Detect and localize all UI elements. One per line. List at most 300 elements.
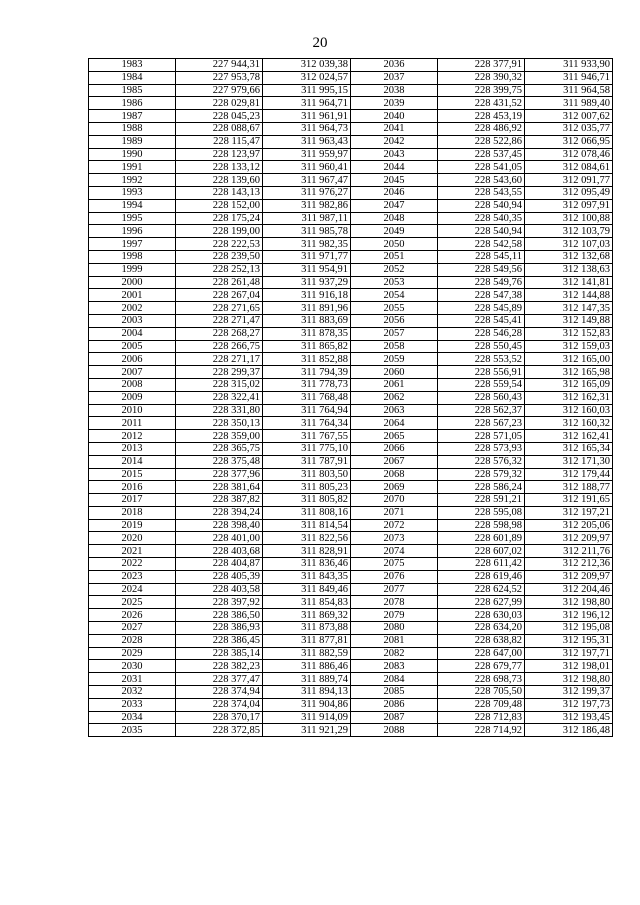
x-coordinate-cell: 228 522,86 xyxy=(438,135,525,148)
point-number-cell: 2024 xyxy=(89,583,176,596)
table-row xyxy=(89,353,613,366)
x-coordinate-cell: 228 545,89 xyxy=(438,302,525,315)
page-number: 20 xyxy=(312,35,328,51)
point-number-cell: 2078 xyxy=(351,596,438,609)
point-number-cell: 2020 xyxy=(89,532,176,545)
x-coordinate-cell: 228 365,75 xyxy=(176,442,263,455)
point-number-cell: 2063 xyxy=(351,404,438,417)
point-number-cell: 2084 xyxy=(351,673,438,686)
point-number-cell: 2013 xyxy=(89,442,176,455)
point-number-cell: 1988 xyxy=(89,122,176,135)
y-coordinate-cell: 312 144,88 xyxy=(525,289,613,302)
point-number-cell: 2031 xyxy=(89,673,176,686)
y-coordinate-cell: 312 197,71 xyxy=(525,647,613,660)
x-coordinate-cell: 228 382,23 xyxy=(176,660,263,673)
x-coordinate-cell: 228 638,82 xyxy=(438,634,525,647)
table-row xyxy=(89,276,613,289)
point-number-cell: 2026 xyxy=(89,609,176,622)
table-row xyxy=(89,161,613,174)
y-coordinate-cell: 311 982,86 xyxy=(263,199,351,212)
y-coordinate-cell: 311 995,15 xyxy=(263,84,351,97)
point-number-cell: 2022 xyxy=(89,558,176,571)
y-coordinate-cell: 311 946,71 xyxy=(525,71,613,84)
point-number-cell: 1994 xyxy=(89,199,176,212)
x-coordinate-cell: 228 624,52 xyxy=(438,583,525,596)
table-row xyxy=(89,135,613,148)
x-coordinate-cell: 228 377,96 xyxy=(176,468,263,481)
x-coordinate-cell: 228 386,45 xyxy=(176,634,263,647)
point-number-cell: 1990 xyxy=(89,148,176,161)
x-coordinate-cell: 228 143,13 xyxy=(176,186,263,199)
y-coordinate-cell: 311 967,47 xyxy=(263,174,351,187)
y-coordinate-cell: 311 964,73 xyxy=(263,122,351,135)
point-number-cell: 2046 xyxy=(351,186,438,199)
x-coordinate-cell: 228 261,48 xyxy=(176,276,263,289)
point-number-cell: 2068 xyxy=(351,468,438,481)
point-number-cell: 2064 xyxy=(351,417,438,430)
point-number-cell: 2006 xyxy=(89,353,176,366)
table-row xyxy=(89,314,613,327)
y-coordinate-cell: 311 849,46 xyxy=(263,583,351,596)
point-number-cell: 2041 xyxy=(351,122,438,135)
y-coordinate-cell: 311 822,56 xyxy=(263,532,351,545)
y-coordinate-cell: 311 843,35 xyxy=(263,570,351,583)
point-number-cell: 2061 xyxy=(351,378,438,391)
point-number-cell: 2051 xyxy=(351,250,438,263)
point-number-cell: 2062 xyxy=(351,391,438,404)
x-coordinate-cell: 228 542,58 xyxy=(438,238,525,251)
y-coordinate-cell: 311 883,69 xyxy=(263,314,351,327)
x-coordinate-cell: 228 547,38 xyxy=(438,289,525,302)
y-coordinate-cell: 312 159,03 xyxy=(525,340,613,353)
x-coordinate-cell: 228 595,08 xyxy=(438,506,525,519)
y-coordinate-cell: 311 764,34 xyxy=(263,417,351,430)
x-coordinate-cell: 228 403,68 xyxy=(176,545,263,558)
table-row xyxy=(89,97,613,110)
y-coordinate-cell: 312 199,37 xyxy=(525,686,613,699)
point-number-cell: 1983 xyxy=(89,59,176,72)
y-coordinate-cell: 312 149,88 xyxy=(525,314,613,327)
y-coordinate-cell: 312 209,97 xyxy=(525,532,613,545)
point-number-cell: 1987 xyxy=(89,110,176,123)
point-number-cell: 2004 xyxy=(89,327,176,340)
table-row xyxy=(89,519,613,532)
point-number-cell: 2047 xyxy=(351,199,438,212)
point-number-cell: 2049 xyxy=(351,225,438,238)
x-coordinate-cell: 227 979,66 xyxy=(176,84,263,97)
x-coordinate-cell: 228 543,60 xyxy=(438,174,525,187)
y-coordinate-cell: 312 205,06 xyxy=(525,519,613,532)
x-coordinate-cell: 228 598,98 xyxy=(438,519,525,532)
table-row xyxy=(89,289,613,302)
table-row xyxy=(89,199,613,212)
y-coordinate-cell: 311 894,13 xyxy=(263,686,351,699)
y-coordinate-cell: 311 886,46 xyxy=(263,660,351,673)
y-coordinate-cell: 312 007,62 xyxy=(525,110,613,123)
point-number-cell: 2048 xyxy=(351,212,438,225)
table-row xyxy=(89,225,613,238)
table-row xyxy=(89,583,613,596)
point-number-cell: 2023 xyxy=(89,570,176,583)
table-row xyxy=(89,622,613,635)
point-number-cell: 2027 xyxy=(89,622,176,635)
point-number-cell: 2079 xyxy=(351,609,438,622)
point-number-cell: 2069 xyxy=(351,481,438,494)
x-coordinate-cell: 228 541,05 xyxy=(438,161,525,174)
x-coordinate-cell: 228 390,32 xyxy=(438,71,525,84)
x-coordinate-cell: 228 252,13 xyxy=(176,263,263,276)
point-number-cell: 2007 xyxy=(89,366,176,379)
point-number-cell: 1997 xyxy=(89,238,176,251)
y-coordinate-cell: 311 764,94 xyxy=(263,404,351,417)
x-coordinate-cell: 228 486,92 xyxy=(438,122,525,135)
y-coordinate-cell: 311 960,41 xyxy=(263,161,351,174)
point-number-cell: 2043 xyxy=(351,148,438,161)
x-coordinate-cell: 228 549,56 xyxy=(438,263,525,276)
x-coordinate-cell: 228 559,54 xyxy=(438,378,525,391)
y-coordinate-cell: 311 989,40 xyxy=(525,97,613,110)
x-coordinate-cell: 228 266,75 xyxy=(176,340,263,353)
y-coordinate-cell: 311 904,86 xyxy=(263,698,351,711)
x-coordinate-cell: 228 550,45 xyxy=(438,340,525,353)
y-coordinate-cell: 311 882,59 xyxy=(263,647,351,660)
y-coordinate-cell: 312 165,34 xyxy=(525,442,613,455)
x-coordinate-cell: 228 152,00 xyxy=(176,199,263,212)
y-coordinate-cell: 312 186,48 xyxy=(525,724,613,737)
y-coordinate-cell: 311 878,35 xyxy=(263,327,351,340)
point-number-cell: 2060 xyxy=(351,366,438,379)
table-row xyxy=(89,481,613,494)
x-coordinate-cell: 228 115,47 xyxy=(176,135,263,148)
point-number-cell: 2088 xyxy=(351,724,438,737)
point-number-cell: 2074 xyxy=(351,545,438,558)
x-coordinate-cell: 228 377,91 xyxy=(438,59,525,72)
point-number-cell: 2044 xyxy=(351,161,438,174)
x-coordinate-cell: 228 359,00 xyxy=(176,430,263,443)
x-coordinate-cell: 228 315,02 xyxy=(176,378,263,391)
point-number-cell: 2000 xyxy=(89,276,176,289)
y-coordinate-cell: 311 933,90 xyxy=(525,59,613,72)
x-coordinate-cell: 228 571,05 xyxy=(438,430,525,443)
table-row xyxy=(89,148,613,161)
point-number-cell: 2076 xyxy=(351,570,438,583)
x-coordinate-cell: 228 647,00 xyxy=(438,647,525,660)
table-row xyxy=(89,340,613,353)
x-coordinate-cell: 228 299,37 xyxy=(176,366,263,379)
point-number-cell: 2072 xyxy=(351,519,438,532)
point-number-cell: 1989 xyxy=(89,135,176,148)
x-coordinate-cell: 228 405,39 xyxy=(176,570,263,583)
y-coordinate-cell: 312 195,08 xyxy=(525,622,613,635)
table-row xyxy=(89,84,613,97)
x-coordinate-cell: 228 543,55 xyxy=(438,186,525,199)
x-coordinate-cell: 228 377,47 xyxy=(176,673,263,686)
y-coordinate-cell: 312 212,36 xyxy=(525,558,613,571)
y-coordinate-cell: 312 152,83 xyxy=(525,327,613,340)
x-coordinate-cell: 228 175,24 xyxy=(176,212,263,225)
table-row xyxy=(89,673,613,686)
point-number-cell: 2086 xyxy=(351,698,438,711)
point-number-cell: 2018 xyxy=(89,506,176,519)
x-coordinate-cell: 228 386,50 xyxy=(176,609,263,622)
y-coordinate-cell: 312 066,95 xyxy=(525,135,613,148)
x-coordinate-cell: 228 560,43 xyxy=(438,391,525,404)
point-number-cell: 2052 xyxy=(351,263,438,276)
y-coordinate-cell: 311 937,29 xyxy=(263,276,351,289)
x-coordinate-cell: 228 553,52 xyxy=(438,353,525,366)
point-number-cell: 2040 xyxy=(351,110,438,123)
point-number-cell: 2029 xyxy=(89,647,176,660)
x-coordinate-cell: 228 088,67 xyxy=(176,122,263,135)
x-coordinate-cell: 228 545,11 xyxy=(438,250,525,263)
point-number-cell: 1992 xyxy=(89,174,176,187)
point-number-cell: 2057 xyxy=(351,327,438,340)
y-coordinate-cell: 312 191,65 xyxy=(525,494,613,507)
point-number-cell: 2081 xyxy=(351,634,438,647)
y-coordinate-cell: 311 971,77 xyxy=(263,250,351,263)
point-number-cell: 2001 xyxy=(89,289,176,302)
point-number-cell: 1993 xyxy=(89,186,176,199)
table-row xyxy=(89,455,613,468)
point-number-cell: 2071 xyxy=(351,506,438,519)
x-coordinate-cell: 228 601,89 xyxy=(438,532,525,545)
table-row xyxy=(89,724,613,737)
point-number-cell: 2042 xyxy=(351,135,438,148)
x-coordinate-cell: 228 222,53 xyxy=(176,238,263,251)
y-coordinate-cell: 311 891,96 xyxy=(263,302,351,315)
point-number-cell: 2073 xyxy=(351,532,438,545)
table-row xyxy=(89,110,613,123)
x-coordinate-cell: 228 394,24 xyxy=(176,506,263,519)
x-coordinate-cell: 228 399,75 xyxy=(438,84,525,97)
point-number-cell: 2065 xyxy=(351,430,438,443)
x-coordinate-cell: 227 944,31 xyxy=(176,59,263,72)
table-row xyxy=(89,378,613,391)
point-number-cell: 2083 xyxy=(351,660,438,673)
table-row xyxy=(89,609,613,622)
x-coordinate-cell: 228 546,28 xyxy=(438,327,525,340)
point-number-cell: 2080 xyxy=(351,622,438,635)
point-number-cell: 1984 xyxy=(89,71,176,84)
x-coordinate-cell: 228 698,73 xyxy=(438,673,525,686)
x-coordinate-cell: 228 579,32 xyxy=(438,468,525,481)
point-number-cell: 2019 xyxy=(89,519,176,532)
point-number-cell: 2028 xyxy=(89,634,176,647)
coordinates-table-body xyxy=(89,59,613,737)
x-coordinate-cell: 228 398,40 xyxy=(176,519,263,532)
x-coordinate-cell: 228 431,52 xyxy=(438,97,525,110)
y-coordinate-cell: 311 954,91 xyxy=(263,263,351,276)
y-coordinate-cell: 311 976,27 xyxy=(263,186,351,199)
table-row xyxy=(89,660,613,673)
y-coordinate-cell: 311 982,35 xyxy=(263,238,351,251)
y-coordinate-cell: 311 808,16 xyxy=(263,506,351,519)
point-number-cell: 2055 xyxy=(351,302,438,315)
y-coordinate-cell: 311 865,82 xyxy=(263,340,351,353)
x-coordinate-cell: 228 268,27 xyxy=(176,327,263,340)
y-coordinate-cell: 312 024,57 xyxy=(263,71,351,84)
point-number-cell: 2059 xyxy=(351,353,438,366)
table-row xyxy=(89,545,613,558)
y-coordinate-cell: 312 035,77 xyxy=(525,122,613,135)
point-number-cell: 2033 xyxy=(89,698,176,711)
x-coordinate-cell: 228 401,00 xyxy=(176,532,263,545)
y-coordinate-cell: 311 768,48 xyxy=(263,391,351,404)
y-coordinate-cell: 312 198,80 xyxy=(525,673,613,686)
point-number-cell: 1998 xyxy=(89,250,176,263)
y-coordinate-cell: 312 039,38 xyxy=(263,59,351,72)
table-row xyxy=(89,430,613,443)
y-coordinate-cell: 311 987,11 xyxy=(263,212,351,225)
x-coordinate-cell: 228 453,19 xyxy=(438,110,525,123)
x-coordinate-cell: 228 404,87 xyxy=(176,558,263,571)
y-coordinate-cell: 312 198,80 xyxy=(525,596,613,609)
x-coordinate-cell: 228 350,13 xyxy=(176,417,263,430)
point-number-cell: 1996 xyxy=(89,225,176,238)
point-number-cell: 2011 xyxy=(89,417,176,430)
x-coordinate-cell: 228 562,37 xyxy=(438,404,525,417)
y-coordinate-cell: 311 814,54 xyxy=(263,519,351,532)
table-row xyxy=(89,558,613,571)
point-number-cell: 2017 xyxy=(89,494,176,507)
point-number-cell: 2087 xyxy=(351,711,438,724)
y-coordinate-cell: 311 805,82 xyxy=(263,494,351,507)
x-coordinate-cell: 228 029,81 xyxy=(176,97,263,110)
x-coordinate-cell: 228 375,48 xyxy=(176,455,263,468)
y-coordinate-cell: 312 209,97 xyxy=(525,570,613,583)
x-coordinate-cell: 228 139,60 xyxy=(176,174,263,187)
y-coordinate-cell: 312 204,46 xyxy=(525,583,613,596)
point-number-cell: 2036 xyxy=(351,59,438,72)
x-coordinate-cell: 228 267,04 xyxy=(176,289,263,302)
point-number-cell: 1985 xyxy=(89,84,176,97)
y-coordinate-cell: 311 916,18 xyxy=(263,289,351,302)
point-number-cell: 2021 xyxy=(89,545,176,558)
y-coordinate-cell: 311 775,10 xyxy=(263,442,351,455)
point-number-cell: 2056 xyxy=(351,314,438,327)
x-coordinate-cell: 228 385,14 xyxy=(176,647,263,660)
point-number-cell: 1991 xyxy=(89,161,176,174)
point-number-cell: 2008 xyxy=(89,378,176,391)
table-row xyxy=(89,366,613,379)
x-coordinate-cell: 228 403,58 xyxy=(176,583,263,596)
x-coordinate-cell: 228 705,50 xyxy=(438,686,525,699)
y-coordinate-cell: 311 877,81 xyxy=(263,634,351,647)
point-number-cell: 2035 xyxy=(89,724,176,737)
y-coordinate-cell: 312 160,03 xyxy=(525,404,613,417)
table-row xyxy=(89,494,613,507)
table-row xyxy=(89,71,613,84)
y-coordinate-cell: 311 828,91 xyxy=(263,545,351,558)
x-coordinate-cell: 228 540,35 xyxy=(438,212,525,225)
point-number-cell: 2082 xyxy=(351,647,438,660)
x-coordinate-cell: 228 556,91 xyxy=(438,366,525,379)
x-coordinate-cell: 228 607,02 xyxy=(438,545,525,558)
x-coordinate-cell: 228 712,83 xyxy=(438,711,525,724)
table-row xyxy=(89,686,613,699)
point-number-cell: 2016 xyxy=(89,481,176,494)
y-coordinate-cell: 312 165,00 xyxy=(525,353,613,366)
x-coordinate-cell: 228 331,80 xyxy=(176,404,263,417)
y-coordinate-cell: 312 198,01 xyxy=(525,660,613,673)
y-coordinate-cell: 311 794,39 xyxy=(263,366,351,379)
y-coordinate-cell: 311 805,23 xyxy=(263,481,351,494)
point-number-cell: 2037 xyxy=(351,71,438,84)
x-coordinate-cell: 228 374,94 xyxy=(176,686,263,699)
y-coordinate-cell: 312 095,49 xyxy=(525,186,613,199)
table-row xyxy=(89,238,613,251)
x-coordinate-cell: 228 271,17 xyxy=(176,353,263,366)
y-coordinate-cell: 311 964,71 xyxy=(263,97,351,110)
y-coordinate-cell: 312 141,81 xyxy=(525,276,613,289)
y-coordinate-cell: 312 132,68 xyxy=(525,250,613,263)
point-number-cell: 1995 xyxy=(89,212,176,225)
y-coordinate-cell: 311 778,73 xyxy=(263,378,351,391)
x-coordinate-cell: 228 123,97 xyxy=(176,148,263,161)
point-number-cell: 2038 xyxy=(351,84,438,97)
y-coordinate-cell: 311 914,09 xyxy=(263,711,351,724)
point-number-cell: 2015 xyxy=(89,468,176,481)
y-coordinate-cell: 312 171,30 xyxy=(525,455,613,468)
x-coordinate-cell: 228 045,23 xyxy=(176,110,263,123)
x-coordinate-cell: 228 709,48 xyxy=(438,698,525,711)
point-number-cell: 1999 xyxy=(89,263,176,276)
y-coordinate-cell: 311 961,91 xyxy=(263,110,351,123)
y-coordinate-cell: 312 165,09 xyxy=(525,378,613,391)
table-row xyxy=(89,417,613,430)
table-row xyxy=(89,212,613,225)
y-coordinate-cell: 312 188,77 xyxy=(525,481,613,494)
y-coordinate-cell: 312 193,45 xyxy=(525,711,613,724)
x-coordinate-cell: 228 679,77 xyxy=(438,660,525,673)
table-row xyxy=(89,174,613,187)
y-coordinate-cell: 312 107,03 xyxy=(525,238,613,251)
point-number-cell: 2077 xyxy=(351,583,438,596)
table-row xyxy=(89,506,613,519)
y-coordinate-cell: 312 195,31 xyxy=(525,634,613,647)
point-number-cell: 2067 xyxy=(351,455,438,468)
y-coordinate-cell: 311 964,58 xyxy=(525,84,613,97)
point-number-cell: 2075 xyxy=(351,558,438,571)
x-coordinate-cell: 228 567,23 xyxy=(438,417,525,430)
y-coordinate-cell: 311 767,55 xyxy=(263,430,351,443)
point-number-cell: 2054 xyxy=(351,289,438,302)
point-number-cell: 2025 xyxy=(89,596,176,609)
y-coordinate-cell: 311 963,43 xyxy=(263,135,351,148)
point-number-cell: 2053 xyxy=(351,276,438,289)
x-coordinate-cell: 228 545,41 xyxy=(438,314,525,327)
table-row xyxy=(89,442,613,455)
x-coordinate-cell: 228 630,03 xyxy=(438,609,525,622)
x-coordinate-cell: 228 619,46 xyxy=(438,570,525,583)
table-row xyxy=(89,302,613,315)
point-number-cell: 2030 xyxy=(89,660,176,673)
point-number-cell: 2005 xyxy=(89,340,176,353)
table-row xyxy=(89,570,613,583)
y-coordinate-cell: 312 162,41 xyxy=(525,430,613,443)
table-row xyxy=(89,250,613,263)
y-coordinate-cell: 312 147,35 xyxy=(525,302,613,315)
coordinates-table xyxy=(88,58,613,737)
table-row xyxy=(89,404,613,417)
x-coordinate-cell: 228 387,82 xyxy=(176,494,263,507)
y-coordinate-cell: 312 100,88 xyxy=(525,212,613,225)
x-coordinate-cell: 228 397,92 xyxy=(176,596,263,609)
point-number-cell: 2066 xyxy=(351,442,438,455)
y-coordinate-cell: 312 197,73 xyxy=(525,698,613,711)
x-coordinate-cell: 228 381,64 xyxy=(176,481,263,494)
x-coordinate-cell: 228 374,04 xyxy=(176,698,263,711)
